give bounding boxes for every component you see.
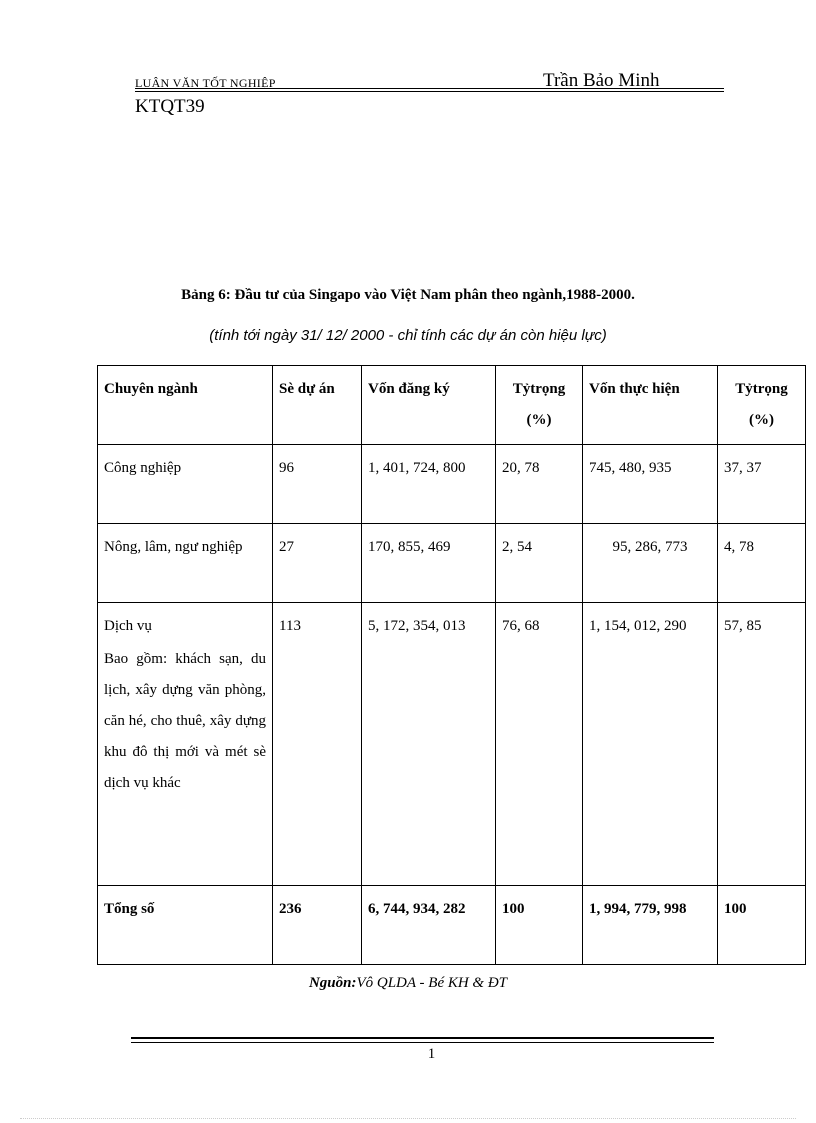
- table-row: [98, 524, 806, 603]
- cell-sector: Nông, lâm, ngư nghiệp: [98, 524, 273, 603]
- table-row: [98, 445, 806, 524]
- total-implemented: 1, 994, 779, 998: [583, 886, 718, 965]
- header-document-type: LUẬN VĂN TỐT NGHIỆP: [135, 76, 276, 90]
- cell-implemented: 1, 154, 012, 290: [583, 603, 718, 886]
- investment-table: [97, 365, 806, 965]
- header-author: Trần Bảo Minh: [543, 70, 660, 91]
- cell-registered-share: 76, 68: [496, 603, 583, 886]
- cell-registered: 5, 172, 354, 013: [362, 603, 496, 886]
- total-implemented-share: 100: [718, 886, 806, 965]
- total-registered-share: 100: [496, 886, 583, 965]
- cell-implemented: 745, 480, 935: [583, 445, 718, 524]
- cell-registered: 1, 401, 724, 800: [362, 445, 496, 524]
- source-text: Vô QLDA - Bé KH & ĐT: [356, 975, 508, 991]
- table-row: [98, 603, 806, 886]
- total-projects: 236: [273, 886, 362, 965]
- cell-registered: 170, 855, 469: [362, 524, 496, 603]
- total-registered: 6, 744, 934, 282: [362, 886, 496, 965]
- header-projects: Sè dự án: [273, 366, 362, 445]
- cell-projects: 27: [273, 524, 362, 603]
- total-label: Tổng số: [98, 886, 273, 965]
- page-edge-divider: [20, 1118, 796, 1119]
- cell-implemented-share: 57, 85: [718, 603, 806, 886]
- cell-sector-note: Bao gồm: khách sạn, du lịch, xây dựng văn phòng, căn hé, cho thuê, xây dựng khu đô thị mới và mét sè dịch vụ khác: [104, 651, 266, 791]
- table-header-row: [98, 366, 806, 445]
- header-rule: [135, 88, 724, 89]
- header-implemented-capital: Vốn thực hiện: [583, 366, 718, 445]
- cell-registered-share: 20, 78: [496, 445, 583, 524]
- footer-rule: [131, 1037, 714, 1039]
- cell-sector-group: [98, 603, 273, 886]
- cell-implemented: 95, 286, 773: [583, 524, 718, 603]
- page-number: 1: [427, 1046, 436, 1062]
- cell-projects: 113: [273, 603, 362, 886]
- header-registered-capital: Vốn đăng ký: [362, 366, 496, 445]
- table-subtitle: (tính tới ngày 31/ 12/ 2000 - chỉ tính các dự án còn hiệu lực): [209, 327, 607, 344]
- header-rule-double: [135, 91, 724, 92]
- table-total-row: [98, 886, 806, 965]
- header-registered-share: Tỷtrọng (%): [496, 366, 583, 445]
- table-title: Bảng 6: Đầu tư của Singapo vào Việt Nam phân theo ngành,1988-2000.: [181, 287, 635, 303]
- source-note: [0, 975, 816, 992]
- cell-projects: 96: [273, 445, 362, 524]
- cell-sector: Dịch vụ: [104, 618, 152, 634]
- cell-implemented-share: 4, 78: [718, 524, 806, 603]
- cell-implemented-share: 37, 37: [718, 445, 806, 524]
- header-sector: Chuyên ngành: [98, 366, 273, 445]
- source-label: Nguồn:: [308, 975, 357, 991]
- cell-registered-share: 2, 54: [496, 524, 583, 603]
- footer-rule-thin: [131, 1042, 714, 1043]
- cell-sector: Công nghiệp: [98, 445, 273, 524]
- header-class-code: KTQT39: [135, 96, 205, 117]
- header-implemented-share: Tỷtrọng (%): [718, 366, 806, 445]
